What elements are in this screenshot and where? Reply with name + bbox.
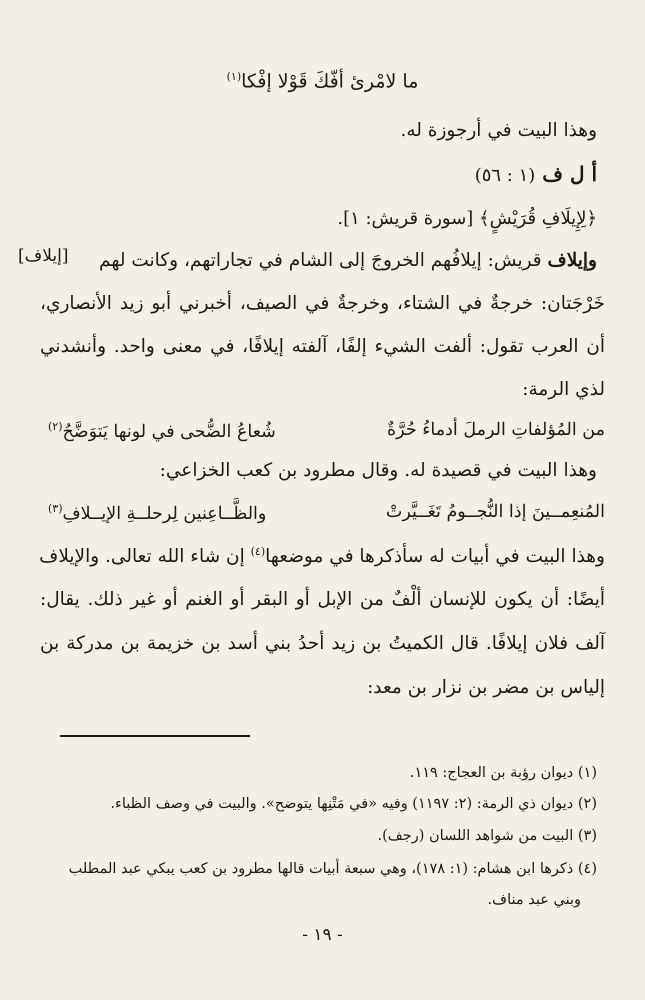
poem1-hemistich1: من المُؤلفاتِ الرملَ أدماءُ حُرَّةٌ [387,420,605,440]
footnote-ref-1: (١) [226,70,242,83]
poem2-hemistich2: والظَّــاعِنين لِرحلــةِ الإيــلافِ [62,503,267,524]
opening-verse-text: ما لامْرئ أفّكَ قَوْلا إفْكا [241,70,419,93]
footnote-3: (٣) البيت من شواهد اللسان (رجف). [377,828,597,844]
root-letters: أ ل ف [542,162,597,186]
para2-line4: إلياس بن مضر بن نزار بن معد: [367,677,605,698]
para1-line1-text: قريش: إيلافُهم الخروجَ إلى الشام في تجاراتهم، وكانت لهم [99,250,548,271]
poem2-hemistich1: المُنعِمــينَ إذا النُّجــومُ تَغَــيَّرتْ [385,502,605,522]
poem2-hemistich2-wrap [48,502,266,524]
opening-verse [0,70,645,92]
footnote-2: (٢) ديوان ذي الرمة: (٢: ١١٩٧) وفيه «في مَتْنِها يتوضح». والبيت في وصف الظباء. [110,796,597,812]
quran-verse: ﴿لِإِيلَافِ قُرَيْشٍ﴾ [سورة قريش: ١]. [337,208,597,229]
footnote-4-continued: وبني عبد مناف. [487,892,581,908]
poem1-hemistich2: شُعاعُ الضُّحى في لونها يَتوَضَّحُ [62,421,276,442]
para2-line3: آلف فلان إيلافًا. قال الكميتُ بن زيد أحدُ بني أسد بن خزيمة بن مدركة بن [40,633,605,654]
poem1 [40,420,605,446]
para1-bold-term: وإيلاف [547,250,597,271]
para2-line1-a: وهذا البيت في أبيات له سأذكرها في موضعها [265,546,605,568]
poem2 [40,502,605,528]
footnote-ref-3: (٣) [48,502,63,515]
para1-line4: لذي الرمة: [522,379,605,400]
para1-line3: أن العرب تقول: ألفت الشيء إلفًا، آلفته إيلافًا، في معنى واحد. وأنشدني [40,336,605,357]
poem1-hemistich2-wrap [48,420,276,442]
para2-line1 [40,545,605,567]
margin-note: [إيلاف] [18,246,69,266]
section-heading [475,162,597,186]
para1-line1 [99,250,597,271]
page-number: - ١٩ - [302,925,343,945]
section-heading-number: (١ : ٥٦) [474,165,536,186]
matrud-line: وهذا البيت في قصيدة له. وقال مطرود بن كعب الخزاعي: [159,460,597,481]
footnote-divider [60,735,250,737]
para1-line2: خَرْجَتان: خرجةٌ في الشتاء، وخرجةٌ في الصيف، أخبرني أبو زيد الأنصاري، [40,293,605,314]
footnote-ref-2: (٢) [48,420,63,433]
urjuza-line: وهذا البيت في أرجوزة له. [400,120,597,141]
para2-line2: أيضًا: أن يكون للإنسان ألْفٌ من الإبل أو البقر أو الغنم أو غير ذلك. يقال: [40,589,605,610]
para2-line1-b: إن شاء الله تعالى. والإيلاف [39,546,251,568]
footnote-4: (٤) ذكرها ابن هشام: (١: ١٧٨)، وهي سبعة أبيات قالها مطرود بن كعب يبكي عبد المطلب [68,861,597,877]
footnote-ref-4: (٤) [250,545,266,558]
footnote-1: (١) ديوان رؤبة بن العجاج: ١١٩. [409,765,597,781]
